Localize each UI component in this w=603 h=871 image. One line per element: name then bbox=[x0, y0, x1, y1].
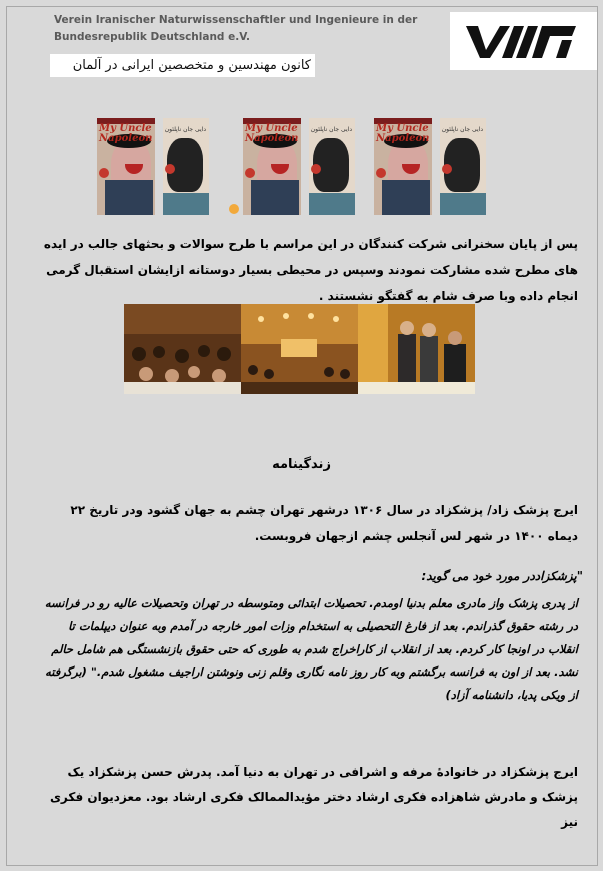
quote-paragraph: از پدری پزشک واز مادری معلم بدنیا اومدم. تحصیلات ابتدائی ومتوسطه در تهران وتحصیلات عالیه رو در فرانسه در رشته حقوق گذراندم. بعد از فارغ التحصیلی به استخدام وزات امور خارجه در آمدم وبه عنوان دیپلمات تا انقلاب در اونجا کار کردم. بعد از انقلاب از کاراخراج شدم به طوری که حتی حقوق بازنشستگی هم شامل حالم نشد. بعد از اون به فرانسه برگشتم وبه کار روز نامه نگاری وقلم زنی ونوشتن اراجیف مشغول شدم." (برگرفته از ویکی پدیا، دانشنامه آزاد) bbox=[44, 596, 578, 702]
quote-intro: "پزشکزاددر مورد خود می گوید: bbox=[421, 569, 583, 583]
org-name-german-line1: Verein Iranischer Naturwissenschaftler und Ingenieure in der bbox=[54, 14, 418, 26]
org-name-german-line2: Bundesrepublik Deutschland e.V. bbox=[54, 31, 250, 43]
book-cover-image: My Uncle Napoleon bbox=[374, 118, 432, 215]
book-cover-image bbox=[97, 118, 155, 215]
org-name-persian: کانون مهندسین و متخصصین ایرانی در آلمان bbox=[50, 54, 315, 77]
sun-icon bbox=[229, 204, 239, 214]
guests-photo bbox=[358, 304, 475, 394]
book-persian-title: دایی جان ناپلئون bbox=[164, 126, 206, 133]
biography-heading: زندگینامه bbox=[272, 457, 331, 472]
document-page bbox=[6, 6, 598, 866]
book-title-1: My Uncle bbox=[99, 123, 152, 134]
hall-photo bbox=[241, 304, 358, 394]
book-cover-image: My Uncle Napoleon bbox=[243, 118, 301, 215]
book-back-image bbox=[163, 118, 209, 215]
book-title-2: Napoleon bbox=[99, 133, 153, 144]
event-paragraph: پس از پایان سخنرانی شرکت کنندگان در این مراسم با طرح سوالات و بحثهای جالب در ایده های مطرح شده مشارکت نمودند وسپس در محیطی بسیار دوستانه ازایشان استقبال گرمی انجام داده وبا صرف شام به گفتگو نشستند . bbox=[43, 237, 578, 303]
book-back-image: دایی جان ناپلئون bbox=[309, 118, 355, 215]
family-paragraph: ایرج پزشکزاد در خانوادهٔ مرفه و اشرافی در تهران به دنیا آمد. پدرش حسن پزشکزاد یک پزشک و مادرش شاهزاده فکری ارشاد دختر مؤیدالممالک فکری ارشاد بود. معزدیوان فکری نیز bbox=[49, 765, 578, 829]
book-back-image: دایی جان ناپلئون bbox=[440, 118, 486, 215]
vini-logo bbox=[450, 12, 597, 70]
biography-paragraph: ایرج پزشک زاد/ پزشکزاد در سال ۱۳۰۶ درشهر تهران چشم به جهان گشود ودر تاریخ ۲۲ دیماه ۱۴۰۰ در شهر لس آنجلس چشم ازجهان فروبست. bbox=[70, 503, 578, 543]
audience-photo bbox=[124, 304, 241, 394]
